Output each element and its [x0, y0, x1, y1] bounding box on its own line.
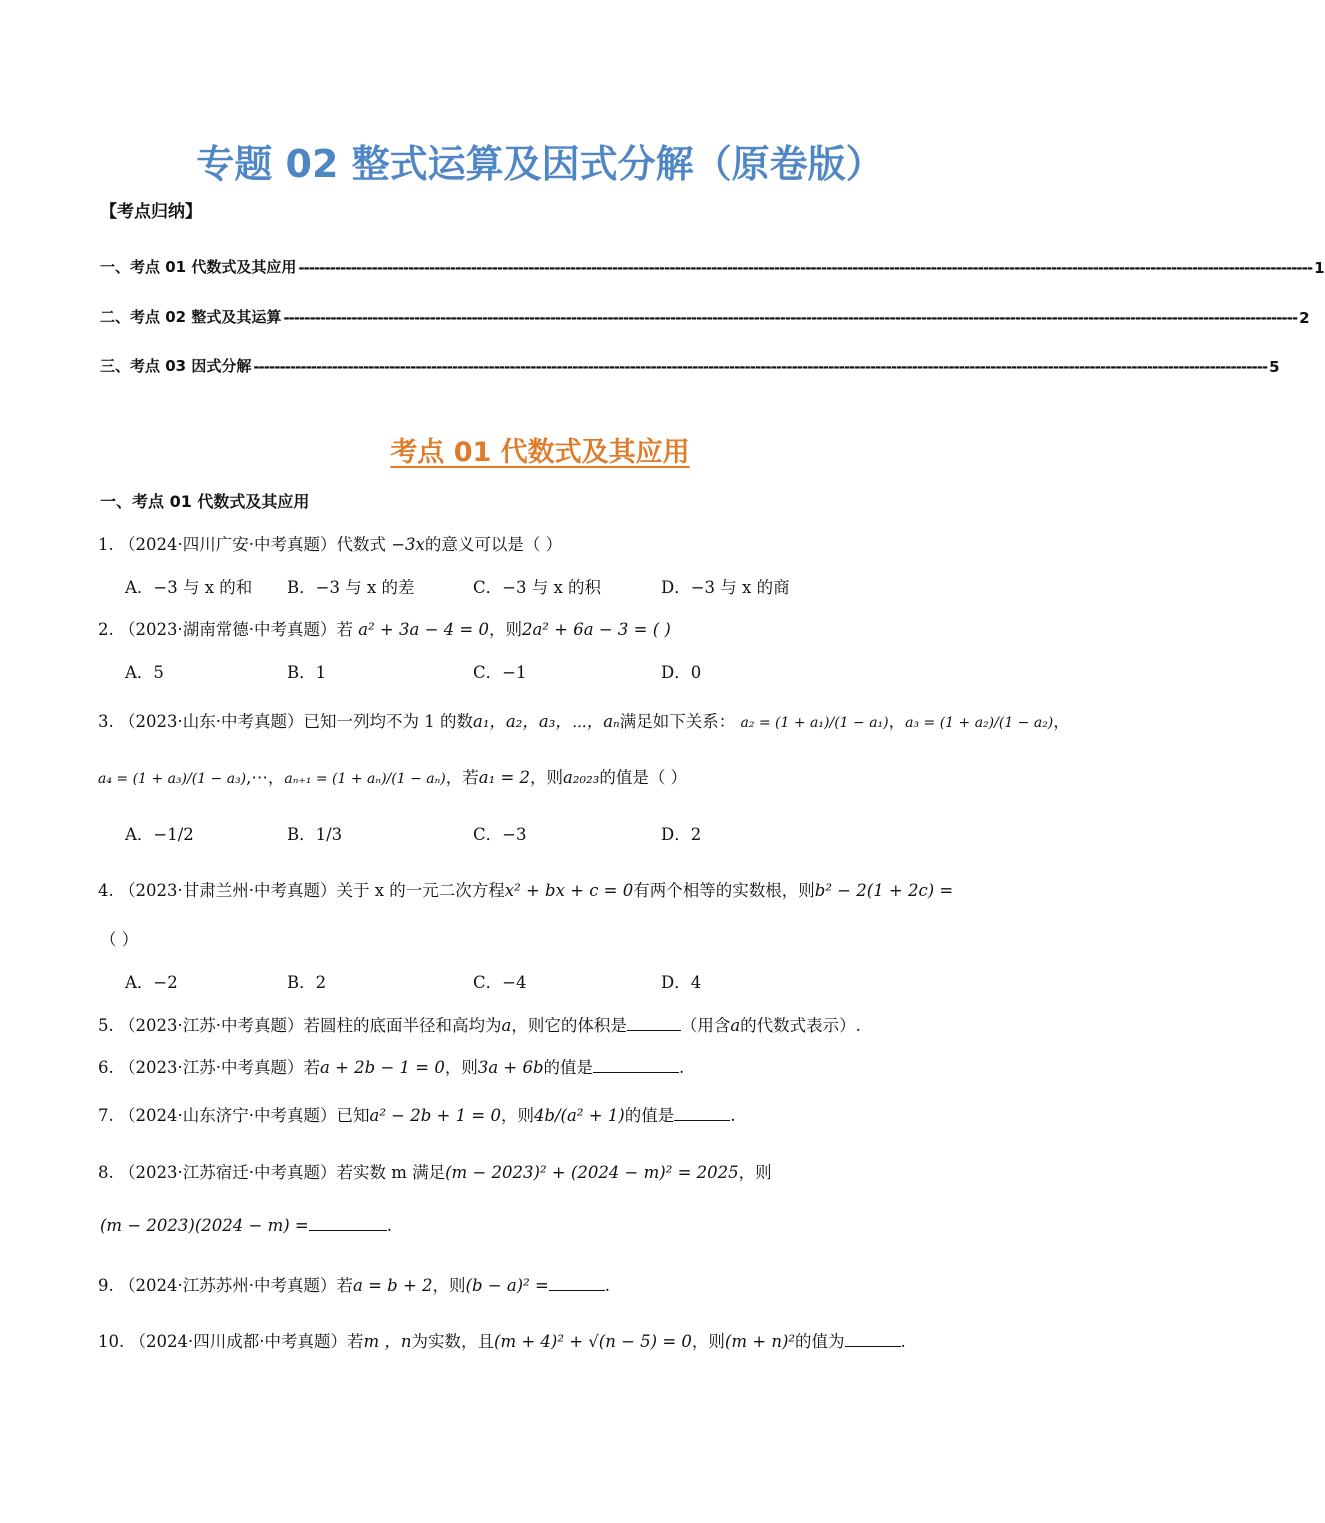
option[interactable]: C．−3 — [473, 825, 527, 844]
question-source: （2023·江苏·中考真题） — [119, 1058, 304, 1077]
question-text: 已知 — [336, 1106, 370, 1125]
question-text: ，则 — [530, 768, 564, 787]
option[interactable]: D．4 — [661, 973, 702, 992]
question-text: ，则 — [500, 1106, 534, 1125]
option[interactable]: C．−4 — [473, 973, 527, 992]
question-text: 满足如下关系： — [619, 712, 736, 731]
question-number: 5. — [98, 1016, 114, 1035]
answer-blank[interactable] — [627, 1016, 681, 1031]
question-text: 的值是（ ） — [599, 768, 688, 787]
math-expression: a₃ = (1 + a₂)/(1 − a₂) — [905, 715, 1054, 731]
question-text: 的意义可以是（ ） — [424, 535, 563, 554]
question-text: ，则 — [488, 620, 522, 639]
answer-blank[interactable] — [674, 1106, 730, 1121]
option[interactable]: B．1 — [287, 663, 327, 682]
option[interactable]: D．0 — [661, 663, 702, 682]
option[interactable]: C．−3 与 x 的积 — [473, 578, 601, 597]
math-expression: a₁，a₂，a₃，⋯，aₙ — [472, 712, 620, 731]
question-3-line-2: a₄ = (1 + a₃)/(1 − a₃),⋯，aₙ₊₁ = (1 + aₙ)/(1 − aₙ)，若a₁ = 2，则a₂₀₂₃的值是（ ） — [98, 768, 688, 787]
toc-label: 三、考点 03 因式分解 — [100, 357, 252, 375]
question-source: （2023·江苏·中考真题） — [119, 1016, 304, 1035]
toc-page: 2 — [1299, 309, 1310, 327]
answer-blank[interactable] — [549, 1276, 605, 1291]
question-number: 3. — [98, 712, 114, 731]
question-source: （2023·湖南常德·中考真题） — [119, 620, 337, 639]
question-6: 6. （2023·江苏·中考真题）若a + 2b − 1 = 0，则3a + 6b的值是 . — [98, 1058, 685, 1077]
toc-leader: -------------------------------------------------------------------------------------------------------------------------------------------------------------------------------------------------- — [283, 309, 1298, 327]
math-expression: a² + 3a − 4 = 0 — [358, 620, 489, 639]
question-number: 7. — [98, 1106, 114, 1125]
question-text: 的代数式表示）. — [740, 1016, 861, 1035]
toc-entry-1[interactable] — [100, 256, 1325, 277]
toc-leader: -------------------------------------------------------------------------------------------------------------------------------------------------------------------------------------------------- — [253, 358, 1268, 376]
question-number: 6. — [98, 1058, 114, 1077]
option[interactable]: B．2 — [287, 973, 327, 992]
option[interactable]: D．2 — [661, 825, 702, 844]
math-expression: a₂₀₂₃ — [563, 768, 600, 787]
math-expression: a² − 2b + 1 = 0 — [369, 1106, 501, 1125]
math-expression: a₄ = (1 + a₃)/(1 − a₃) — [98, 771, 247, 787]
answer-blank[interactable] — [593, 1058, 679, 1073]
question-3: 3. （2023·山东·中考真题）已知一列均不为 1 的数a₁，a₂，a₃，⋯，aₙ满足如下关系： a₂ = (1 + a₁)/(1 − a₁)，a₃ = (1 + a₂)/(1 − a₂)， — [98, 712, 1070, 731]
math-expression: a + 2b − 1 = 0 — [319, 1058, 445, 1077]
math-expression: −3x — [391, 535, 425, 554]
question-text: 有两个相等的实数根，则 — [633, 881, 815, 900]
question-text: 的值为 — [795, 1332, 845, 1351]
question-5 — [98, 1012, 861, 1036]
question-text: 若 — [336, 620, 353, 639]
summary-label: 【考点归纳】 — [100, 202, 202, 222]
question-number: 10. — [98, 1332, 125, 1351]
math-expression: (m − 2023)(2024 − m) = — [100, 1216, 309, 1235]
question-text: 若圆柱的底面半径和高均为 — [303, 1016, 502, 1035]
math-expression: a — [501, 1016, 512, 1035]
math-expression: a = b + 2 — [352, 1276, 433, 1295]
math-expression: 3a + 6b — [477, 1058, 544, 1077]
toc-leader: -------------------------------------------------------------------------------------------------------------------------------------------------------------------------------------------------- — [298, 259, 1313, 277]
question-text: 为实数，且 — [411, 1332, 495, 1351]
question-number: 1. — [98, 535, 114, 554]
question-7: 7. （2024·山东济宁·中考真题）已知a² − 2b + 1 = 0，则4b/(a² + 1)的值是 . — [98, 1106, 736, 1125]
question-source: （2023·山东·中考真题） — [119, 712, 304, 731]
question-text: 已知一列均不为 1 的数 — [303, 712, 473, 731]
option[interactable]: B．−3 与 x 的差 — [287, 578, 415, 597]
toc-label: 二、考点 02 整式及其运算 — [100, 308, 282, 326]
section-title: 考点 01 代数式及其应用 — [390, 437, 690, 468]
question-text: 若 — [336, 1276, 353, 1295]
question-text: 关于 x 的一元二次方程 — [336, 881, 505, 900]
option[interactable]: A．5 — [125, 663, 164, 682]
question-number: 4. — [98, 881, 114, 900]
question-number: 9. — [98, 1276, 114, 1295]
sub-heading: 一、考点 01 代数式及其应用 — [100, 492, 310, 511]
question-4-paren: （ ） — [100, 930, 139, 949]
question-4 — [98, 877, 953, 901]
option[interactable]: A．−2 — [125, 973, 178, 992]
math-expression: a₂ = (1 + a₁)/(1 − a₁) — [740, 715, 889, 731]
question-8-line-2: (m − 2023)(2024 − m) = . — [100, 1216, 392, 1235]
toc-entry-3[interactable] — [100, 355, 1280, 376]
question-text: 代数式 — [336, 535, 386, 554]
option[interactable]: C．−1 — [473, 663, 527, 682]
math-expression: a₁ = 2 — [478, 768, 531, 787]
math-expression: (b − a)² = — [465, 1276, 549, 1295]
math-expression: (m + 4)² + √(n − 5) = 0 — [494, 1332, 692, 1351]
question-9: 9. （2024·江苏苏州·中考真题）若a = b + 2，则(b − a)² = . — [98, 1276, 611, 1295]
question-10: 10. （2024·四川成都·中考真题）若m ，n为实数，且(m + 4)² + √(n − 5) = 0，则(m + n)²的值为 . — [98, 1332, 906, 1351]
question-8 — [98, 1159, 772, 1183]
answer-blank[interactable] — [309, 1216, 387, 1231]
question-source: （2024·江苏苏州·中考真题） — [119, 1276, 337, 1295]
question-text: 若 — [303, 1058, 320, 1077]
question-source: （2024·四川成都·中考真题） — [129, 1332, 347, 1351]
math-expression: a — [730, 1016, 741, 1035]
question-source: （2023·甘肃兰州·中考真题） — [119, 881, 337, 900]
question-text: 的值是 — [543, 1058, 594, 1077]
toc-entry-2[interactable] — [100, 306, 1310, 327]
option[interactable]: B．1/3 — [287, 825, 343, 844]
math-expression: aₙ₊₁ = (1 + aₙ)/(1 − aₙ) — [284, 771, 446, 787]
toc-page: 1 — [1314, 259, 1325, 277]
question-number: 2. — [98, 620, 114, 639]
math-expression: x² + bx + c = 0 — [504, 881, 634, 900]
toc-page: 5 — [1269, 358, 1280, 376]
option[interactable]: A．−1/2 — [125, 825, 194, 844]
question-text: 若 — [346, 1332, 364, 1351]
question-text: 的值是 — [624, 1106, 675, 1125]
question-source: （2024·四川广安·中考真题） — [119, 535, 337, 554]
question-text: ，则 — [444, 1058, 478, 1077]
question-text: ，若 — [445, 768, 479, 787]
toc-label: 一、考点 01 代数式及其应用 — [100, 258, 297, 276]
math-expression: b² − 2(1 + 2c) = — [814, 881, 954, 900]
question-text: ，则 — [432, 1276, 466, 1295]
question-source: （2024·山东济宁·中考真题） — [119, 1106, 337, 1125]
option[interactable]: D．−3 与 x 的商 — [661, 578, 790, 597]
math-expression: (m + n)² — [724, 1332, 795, 1351]
question-text: ，则 — [691, 1332, 725, 1351]
answer-blank[interactable] — [845, 1332, 901, 1347]
question-1 — [98, 531, 562, 555]
question-text: 若实数 m 满足 — [336, 1163, 446, 1182]
math-expression: (m − 2023)² + (2024 − m)² = 2025 — [445, 1163, 739, 1182]
page-title: 专题 02 整式运算及因式分解（原卷版） — [196, 142, 884, 186]
option[interactable]: A．−3 与 x 的和 — [125, 578, 253, 597]
question-text: ，则 — [738, 1163, 772, 1182]
question-number: 8. — [98, 1163, 114, 1182]
question-source: （2023·江苏宿迁·中考真题） — [119, 1163, 337, 1182]
question-2 — [98, 616, 671, 640]
question-text: （用含 — [680, 1016, 731, 1035]
question-text: ，则它的体积是 — [511, 1016, 627, 1035]
math-expression: m ，n — [363, 1332, 412, 1351]
math-expression: 4b/(a² + 1) — [533, 1106, 625, 1125]
math-expression: 2a² + 6a − 3 = ( ) — [521, 620, 671, 639]
